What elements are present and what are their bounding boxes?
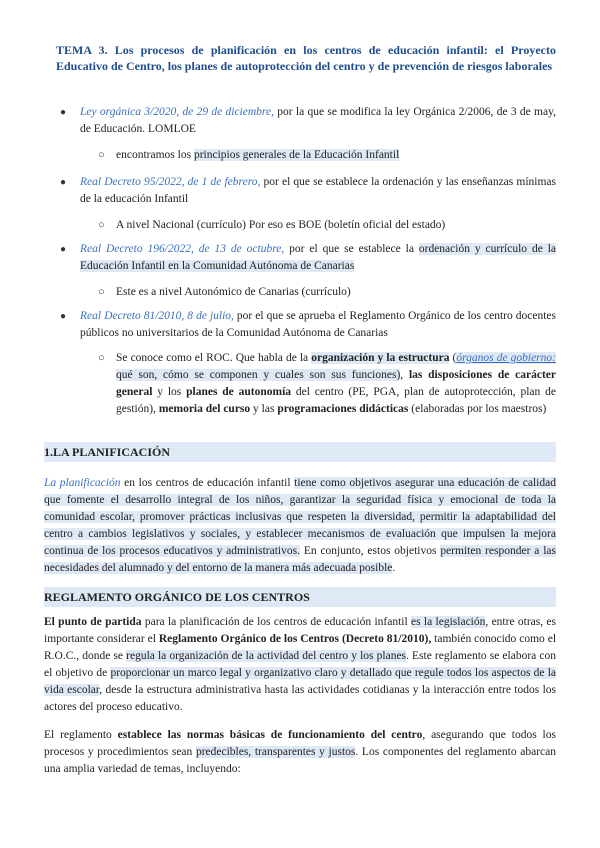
list-item: ● Real Decreto 95/2022, de 1 de febrero, por el que se establece la ordenación y las enseñanzas mínimas de la educación Infantil bbox=[60, 176, 556, 205]
paragraph-reglamento: El punto de partida para la planificación de los centros de educación infantil es la legislación, entre otras, es importante considerar el Reglamento Orgánico de los Centros (Decreto 81/2010), también conocido como el R.O.C., donde se regula la organización de la actividad del centro y los planes. Este reglamento se elabora con el objetivo de proporcionar un marco legal y organizativo claro y detallado que regule todos los aspectos de la vida escolar, desde la estructura administrativa hasta las actividades cotidianas y la interacción entre todos los actores del proceso educativo. bbox=[44, 616, 557, 713]
sub-list-item: ○ Este es a nivel Autonómico de Canarias (currículo) bbox=[116, 284, 556, 301]
section-heading: REGLAMENTO ORGÁNICO DE LOS CENTROS bbox=[44, 587, 556, 607]
bullet-circle-icon: ○ bbox=[98, 149, 105, 161]
document-title: TEMA 3. Los procesos de planificación en los centros de educación infantil: el Proyecto Educativo de Centro, los planes de autoprotección del centro y de prevención de riesgos laborales bbox=[56, 43, 556, 73]
legal-reference-link[interactable]: Ley orgánica 3/2020, de 29 de diciembre, bbox=[80, 106, 274, 118]
sub-list-item: ○ encontramos los principios generales de la Educación Infantil bbox=[116, 147, 556, 164]
sub-list-item: ○ A nivel Nacional (currículo) Por eso es BOE (boletín oficial del estado) bbox=[116, 217, 556, 234]
bullet-circle-icon: ○ bbox=[98, 286, 105, 298]
bullet-dot-icon: ● bbox=[60, 244, 67, 255]
legal-reference-link[interactable]: Real Decreto 81/2010, 8 de julio, bbox=[80, 310, 234, 322]
paragraph-planificacion: La planificación en los centros de educación infantil tiene como objetivos asegurar una educación de calidad que fomente el desarrollo integral de los niños, garantizar la seguridad física y emocional de toda la comunidad escolar, promover prácticas inclusivas que respeten la diversidad, permitir la adaptabilidad del centro a cambios legislativos y sociales, y establecer mecanismos de evaluación que impulsen la mejora continua de los procesos educativos y administrativos. En conjunto, estos objetivos permiten responder a las necesidades del alumnado y del entorno de la manera más adecuada posible. bbox=[44, 477, 556, 574]
legal-reference-link[interactable]: Real Decreto 95/2022, de 1 de febrero, bbox=[80, 176, 261, 188]
sub-list-item: ○ Se conoce como el ROC. Que habla de la organización y la estructura (órganos de gobierno: qué son, cómo se componen y cuales son sus funciones), las disposiciones de carácter general y los planes de autonomía del centro (PE, PGA, plan de autoprotección, plan de gestión), memoria del curso y las programaciones didácticas (elaboradas por los maestros) bbox=[98, 352, 556, 415]
bullet-circle-icon: ○ bbox=[98, 352, 105, 364]
list-item: ● Real Decreto 196/2022, de 13 de octubre, por el que se establece la ordenación y currículo de la Educación Infantil en la Comunidad Autónoma de Canarias bbox=[60, 243, 557, 272]
list-item: ● Real Decreto 81/2010, 8 de julio, por el que se aprueba el Reglamento Orgánico de los centro docentes públicos no universitarios de la Comunidad Autónoma de Canarias bbox=[60, 310, 556, 339]
list-item: ● Ley orgánica 3/2020, de 29 de diciembre, por la que se modifica la ley Orgánica 2/2006, de 3 de may, de Educación. LOMLOE bbox=[60, 106, 556, 135]
bullet-dot-icon: ● bbox=[60, 311, 67, 322]
bullet-dot-icon: ● bbox=[60, 107, 67, 118]
section-heading: 1.LA PLANIFICACIÓN bbox=[44, 442, 556, 462]
legal-reference-link[interactable]: Real Decreto 196/2022, de 13 de octubre, bbox=[80, 243, 285, 255]
paragraph-normas: El reglamento establece las normas básicas de funcionamiento del centro, asegurando que todos los procesos y procedimientos sean predecibles, transparentes y justos. Los componentes del reglamento abarcan una amplia variedad de temas, incluyendo: bbox=[44, 729, 557, 775]
bullet-circle-icon: ○ bbox=[98, 219, 105, 231]
bullet-dot-icon: ● bbox=[60, 177, 67, 188]
